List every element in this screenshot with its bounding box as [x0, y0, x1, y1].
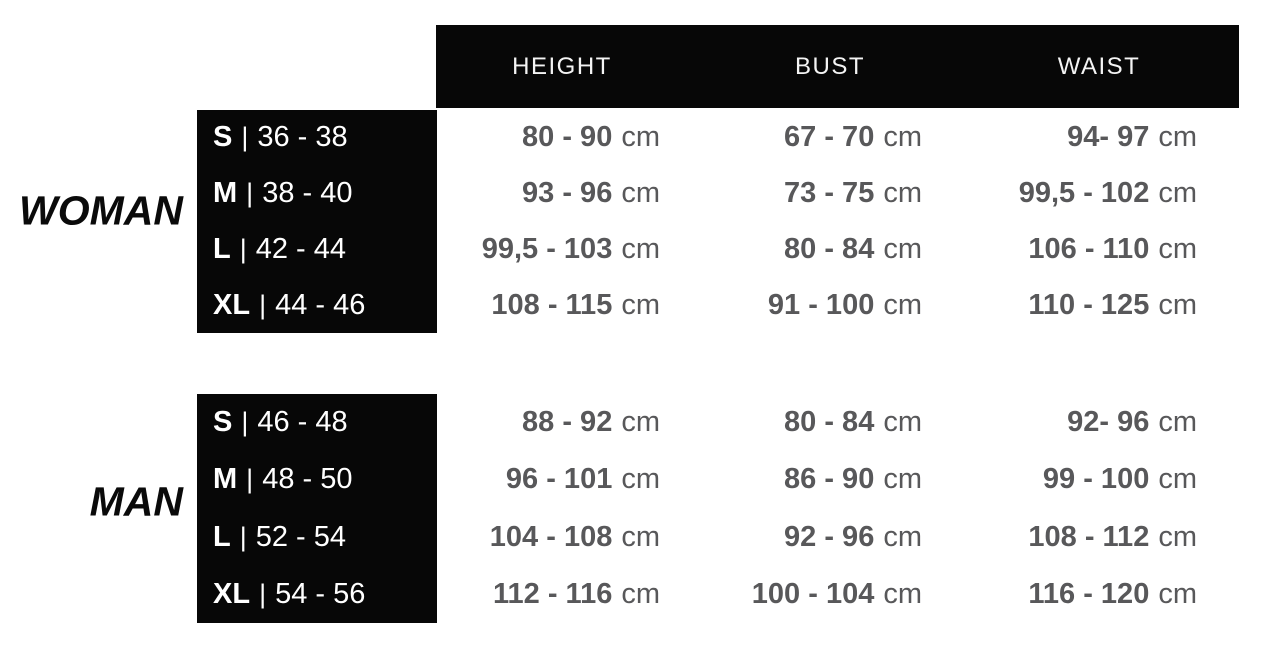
unit-label: cm	[621, 177, 660, 210]
waist-cell	[922, 578, 1197, 611]
size-separator: |	[246, 464, 254, 495]
table-row	[436, 121, 1197, 154]
waist-value: 92- 96	[1067, 406, 1150, 439]
size-range: 38 - 40	[262, 177, 353, 210]
table-row	[436, 233, 1197, 266]
size-row	[213, 521, 437, 554]
bust-value: 67 - 70	[784, 121, 875, 154]
height-cell	[436, 233, 660, 266]
size-separator: |	[259, 578, 267, 609]
waist-cell	[922, 463, 1197, 496]
section-label-woman: WOMAN	[19, 187, 183, 234]
unit-label: cm	[883, 121, 922, 154]
size-label: XL	[213, 288, 251, 321]
size-row	[213, 177, 437, 210]
size-separator: |	[259, 289, 267, 320]
size-range: 42 - 44	[255, 232, 347, 265]
bust-cell	[660, 233, 922, 266]
unit-label: cm	[621, 577, 660, 610]
unit-label: cm	[1158, 577, 1197, 610]
height-value: 80 - 90	[522, 121, 613, 154]
unit-label: cm	[1158, 520, 1197, 553]
waist-cell	[922, 406, 1197, 439]
bust-cell	[660, 463, 922, 496]
unit-label: cm	[1158, 406, 1197, 439]
size-range: 44 - 46	[275, 288, 366, 321]
bust-value: 100 - 104	[751, 577, 875, 610]
size-box-man	[197, 394, 437, 623]
table-header-bar	[436, 25, 1239, 108]
height-value: 99,5 - 103	[481, 232, 613, 265]
height-cell	[436, 121, 660, 154]
size-range: 54 - 56	[275, 577, 366, 610]
unit-label: cm	[621, 288, 660, 321]
size-row	[213, 406, 437, 439]
unit-label: cm	[1158, 121, 1197, 154]
waist-value: 99,5 - 102	[1018, 177, 1150, 210]
height-value: 93 - 96	[522, 177, 613, 210]
waist-cell	[922, 233, 1197, 266]
unit-label: cm	[621, 463, 660, 496]
size-range: 48 - 50	[262, 463, 353, 496]
bust-value: 80 - 84	[784, 406, 875, 439]
height-value: 88 - 92	[522, 406, 613, 439]
bust-value: 73 - 75	[784, 177, 875, 210]
unit-label: cm	[621, 121, 660, 154]
bust-value: 80 - 84	[784, 232, 875, 265]
table-row	[436, 406, 1197, 439]
height-cell	[436, 463, 660, 496]
waist-value: 99 - 100	[1042, 463, 1150, 496]
size-row	[213, 121, 437, 154]
unit-label: cm	[621, 406, 660, 439]
bust-cell	[660, 177, 922, 210]
size-row	[213, 463, 437, 496]
size-separator: |	[239, 521, 247, 552]
bust-cell	[660, 289, 922, 322]
unit-label: cm	[621, 232, 660, 265]
bust-cell	[660, 121, 922, 154]
bust-value: 92 - 96	[784, 520, 875, 553]
waist-value: 116 - 120	[1028, 577, 1150, 610]
table-row	[436, 289, 1197, 322]
unit-label: cm	[621, 520, 660, 553]
height-cell	[436, 406, 660, 439]
size-separator: |	[241, 122, 249, 153]
size-label: S	[213, 406, 233, 439]
table-row	[436, 463, 1197, 496]
height-value: 108 - 115	[491, 288, 613, 321]
unit-label: cm	[1158, 177, 1197, 210]
height-cell	[436, 578, 660, 611]
size-row	[213, 578, 437, 611]
size-box-woman	[197, 110, 437, 333]
size-row	[213, 289, 437, 322]
size-separator: |	[246, 178, 254, 209]
size-label: S	[213, 121, 233, 154]
height-value: 104 - 108	[489, 520, 613, 553]
unit-label: cm	[883, 463, 922, 496]
column-header-waist: WAIST	[1057, 52, 1141, 80]
waist-cell	[922, 289, 1197, 322]
size-label: L	[213, 232, 231, 265]
table-row	[436, 578, 1197, 611]
unit-label: cm	[883, 177, 922, 210]
unit-label: cm	[883, 406, 922, 439]
measurements-man	[436, 394, 1197, 623]
size-range: 36 - 38	[257, 121, 348, 154]
table-row	[436, 521, 1197, 554]
height-cell	[436, 177, 660, 210]
waist-value: 108 - 112	[1028, 520, 1150, 553]
unit-label: cm	[883, 577, 922, 610]
height-value: 96 - 101	[505, 463, 613, 496]
size-separator: |	[241, 407, 249, 438]
waist-value: 110 - 125	[1028, 288, 1150, 321]
unit-label: cm	[883, 232, 922, 265]
bust-cell	[660, 578, 922, 611]
unit-label: cm	[1158, 288, 1197, 321]
height-cell	[436, 521, 660, 554]
size-separator: |	[239, 233, 247, 264]
size-label: M	[213, 463, 238, 496]
waist-value: 106 - 110	[1028, 232, 1150, 265]
bust-value: 86 - 90	[784, 463, 875, 496]
height-cell	[436, 289, 660, 322]
size-row	[213, 233, 437, 266]
waist-cell	[922, 177, 1197, 210]
unit-label: cm	[1158, 463, 1197, 496]
size-label: M	[213, 177, 238, 210]
height-value: 112 - 116	[492, 577, 613, 610]
section-label-man: MAN	[89, 478, 183, 525]
table-row	[436, 177, 1197, 210]
unit-label: cm	[883, 288, 922, 321]
bust-cell	[660, 406, 922, 439]
bust-cell	[660, 521, 922, 554]
size-range: 52 - 54	[255, 520, 347, 553]
waist-value: 94- 97	[1067, 121, 1150, 154]
column-header-height: HEIGHT	[512, 52, 612, 80]
size-label: XL	[213, 577, 251, 610]
unit-label: cm	[883, 520, 922, 553]
waist-cell	[922, 121, 1197, 154]
bust-value: 91 - 100	[767, 288, 875, 321]
unit-label: cm	[1158, 232, 1197, 265]
size-range: 46 - 48	[257, 406, 348, 439]
waist-cell	[922, 521, 1197, 554]
column-header-bust: BUST	[794, 52, 866, 80]
size-label: L	[213, 520, 231, 553]
measurements-woman	[436, 110, 1197, 333]
